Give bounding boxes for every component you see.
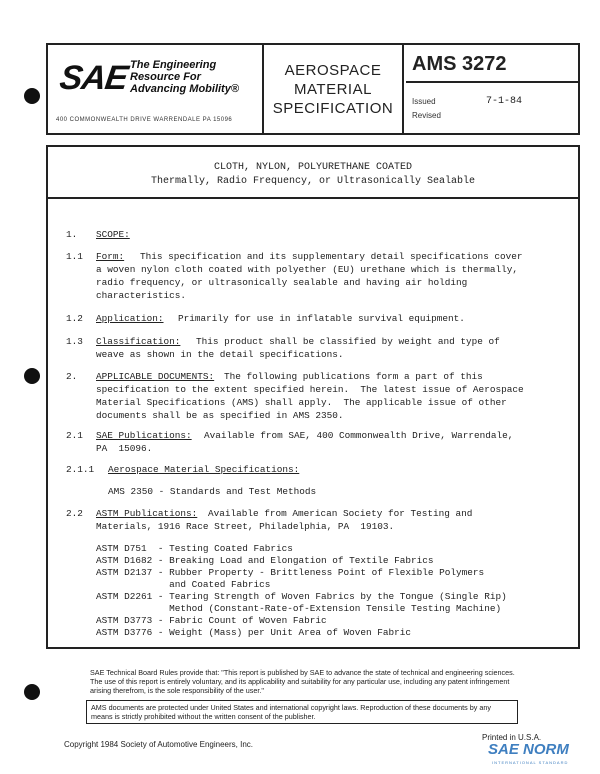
paragraph-line: The following publications form a part of this [224,371,483,382]
ams-reference: AMS 2350 - Standards and Test Methods [108,486,317,497]
section-1-1-number: 1.1 [66,251,83,262]
section-2-2-heading: ASTM Publications: [96,508,198,519]
paragraph-line: characteristics. [96,290,187,301]
issued-label: Issued [412,97,436,106]
section-2-1-heading: SAE Publications: [96,430,192,441]
paragraph-line: radio frequency, or ultrasonically sealable and having air holding [96,277,468,288]
sae-logo: SAE [57,59,130,97]
astm-reference: ASTM D3776 - Weight (Mass) per Unit Area of Woven Fabric [96,627,412,638]
revised-label: Revised [412,111,441,120]
paragraph-line: Material Specifications (AMS) shall apply. The applicable issue of other [96,397,507,408]
punch-hole-top [24,88,40,104]
astm-reference: ASTM D3773 - Fabric Count of Woven Fabric [96,615,327,626]
copyright-line: Copyright 1984 Society of Automotive Engineers, Inc. [64,740,253,749]
section-1-2-heading: Application: [96,313,164,324]
section-1-3-number: 1.3 [66,336,83,347]
section-1-3-heading: Classification: [96,336,181,347]
astm-reference: ASTM D2137 - Rubber Property - Brittleness Point of Flexible Polymers [96,567,485,578]
section-1-heading: SCOPE: [96,229,130,240]
spec-number: AMS 3272 [406,45,580,83]
publisher-address: 400 COMMONWEALTH DRIVE WARRENDALE PA 15096 [56,117,233,123]
spec-type-title: AEROSPACE MATERIAL SPECIFICATION [264,45,404,133]
astm-reference: Method (Constant-Rate-of-Extension Tensile Testing Machine) [96,603,502,614]
watermark-logo: SAE NORM [488,741,569,758]
section-1-number: 1. [66,229,78,240]
document-title: CLOTH, NYLON, POLYURETHANE COATED [213,162,413,173]
paragraph-line: This specification and its supplementary detail specifications cover [140,251,523,262]
section-2-1-1-heading: Aerospace Material Specifications: [108,464,300,475]
document-title-bar [48,147,578,199]
technical-board-rules: SAE Technical Board Rules provide that: "This report is published by SAE to advance the state of technical and engineering sciences. The use of this report is entirely voluntary, and its applicability and suitability for any particular use, including any patent infringement arising therefrom, is the sole responsibility of the user." [90,668,515,695]
paragraph-line: PA 15096. [96,443,153,454]
punch-hole-middle [24,368,40,384]
specification-body [46,145,580,649]
copyright-notice: AMS documents are protected under United States and international copyright laws. Reproduction of these documents by any means is strictly prohibited without the written consent of the publisher. [86,700,518,724]
publisher-block [48,45,264,133]
paragraph-line: Materials, 1916 Race Street, Philadelphia, PA 19103. [96,521,395,532]
paragraph-line: Available from American Society for Testing and [208,508,473,519]
paragraph-line: documents shall be as specified in AMS 2350. [96,410,344,421]
section-2-2-number: 2.2 [66,508,83,519]
document-header [46,43,580,135]
printed-in: Printed in U.S.A. [482,733,542,742]
astm-reference: ASTM D751 - Testing Coated Fabrics [96,543,293,554]
paragraph-line: a woven nylon cloth coated with polyether (EU) urethane which is thermally, [96,264,518,275]
astm-reference: and Coated Fabrics [96,579,271,590]
sae-tagline: The Engineering Resource For Advancing Mobility® [130,59,239,95]
paragraph-line: This product shall be classified by weight and type of [196,336,500,347]
section-2-heading: APPLICABLE DOCUMENTS: [96,371,215,382]
document-subtitle: Thermally, Radio Frequency, or Ultrasonically Sealable [150,176,476,187]
section-2-1-number: 2.1 [66,430,83,441]
astm-reference: ASTM D2261 - Tearing Strength of Woven Fabrics by the Tongue (Single Rip) [96,591,507,602]
section-1-2-number: 1.2 [66,313,83,324]
spec-id-block [406,45,580,133]
paragraph-line: weave as shown in the detail specifications. [96,349,344,360]
paragraph-line: Primarily for use in inflatable survival equipment. [178,313,465,324]
punch-hole-bottom [24,684,40,700]
section-2-1-1-number: 2.1.1 [66,464,95,475]
section-2-number: 2. [66,371,78,382]
section-1-1-heading: Form: [96,251,125,262]
paragraph-line: specification to the extent specified herein. The latest issue of Aerospace [96,384,524,395]
issued-date: 7-1-84 [486,96,523,107]
watermark-subtext: INTERNATIONAL STANDARD [492,760,569,765]
astm-reference: ASTM D1682 - Breaking Load and Elongation of Textile Fabrics [96,555,434,566]
paragraph-line: Available from SAE, 400 Commonwealth Drive, Warrendale, [204,430,514,441]
